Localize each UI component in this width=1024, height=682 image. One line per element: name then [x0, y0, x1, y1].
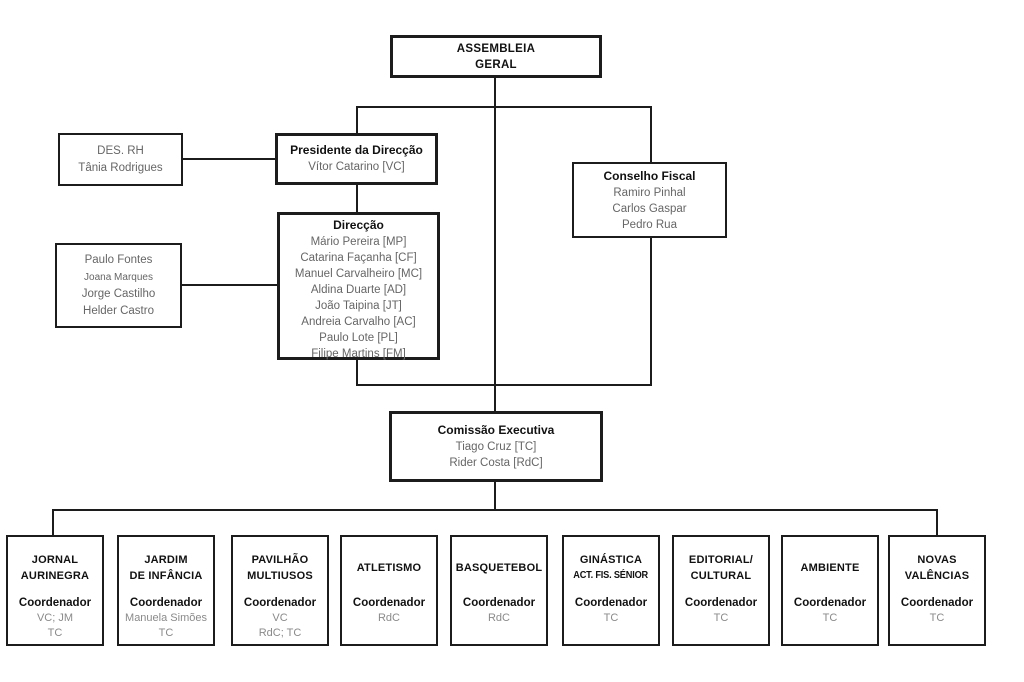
connector-line	[183, 158, 275, 160]
coordinator-name: TC	[603, 612, 619, 624]
department-title	[456, 552, 543, 584]
coordinator-name: TC	[713, 612, 729, 624]
member-name: Ramiro Pinhal	[613, 186, 686, 199]
connector-line	[650, 237, 652, 386]
department-title	[21, 552, 89, 584]
member-name: Pedro Rua	[622, 218, 677, 231]
connector-line	[494, 106, 496, 412]
department-title	[247, 552, 313, 584]
department-box	[231, 535, 329, 646]
department-box	[888, 535, 986, 646]
department-title-line: JARDIM	[144, 554, 188, 566]
coordinator-name: RdC; TC	[258, 627, 302, 639]
connector-line	[356, 184, 358, 213]
department-box	[6, 535, 104, 646]
department-title-line: ATLETISMO	[356, 562, 422, 574]
member-name: Aldina Duarte [AD]	[310, 284, 407, 296]
department-box	[562, 535, 660, 646]
department-title-line: AURINEGRA	[20, 570, 90, 582]
member-name: Helder Castro	[83, 304, 154, 317]
connector-line	[356, 106, 358, 134]
department-title-line: BASQUETEBOL	[455, 562, 543, 574]
member-name: Paulo Fontes	[84, 253, 153, 266]
presidente-box	[275, 133, 438, 185]
member-name: Manuel Carvalheiro [MC]	[294, 268, 423, 280]
member-name: Rider Costa [RdC]	[449, 457, 543, 469]
des-rh-box	[58, 133, 183, 186]
department-title-line: PAVILHÃO	[251, 554, 309, 566]
connector-line	[494, 481, 496, 511]
coordinator-name: RdC	[487, 612, 510, 624]
direccao-box	[277, 212, 440, 360]
department-title	[689, 552, 753, 584]
department-box	[340, 535, 438, 646]
connector-line	[936, 509, 938, 537]
member-name: João Taipina [JT]	[315, 300, 402, 312]
coordinator-name: TC	[47, 627, 63, 639]
title-line: GERAL	[475, 58, 517, 71]
department-title	[570, 552, 651, 584]
coordinator-label: Coordenador	[129, 597, 203, 609]
coordinator-label: Coordenador	[793, 597, 867, 609]
member-name: Joana Marques	[84, 271, 153, 283]
title-line: ASSEMBLEIA	[456, 42, 536, 55]
member-name: Tiago Cruz [TC]	[455, 441, 537, 453]
member-name: Mário Pereira [MP]	[310, 236, 407, 248]
member-name: Jorge Castilho	[81, 287, 156, 300]
member-name: DES. RH	[97, 144, 144, 157]
department-title	[129, 552, 202, 584]
member-list	[449, 439, 542, 471]
coordinator-name: VC	[272, 612, 288, 624]
coordinator-name: VC; JM	[36, 612, 74, 624]
coordinator-label: Coordenador	[462, 597, 536, 609]
comissao-executiva-box	[389, 411, 603, 482]
box-title	[457, 41, 535, 73]
coordinator-label: Coordenador	[684, 597, 758, 609]
department-title	[800, 552, 859, 584]
member-name: Tânia Rodrigues	[78, 161, 163, 174]
department-title	[357, 552, 422, 584]
conselho-fiscal-box	[572, 162, 727, 238]
member-name: Vítor Catarino [VC]	[308, 161, 405, 173]
coordinator-label: Coordenador	[243, 597, 317, 609]
connector-line	[494, 78, 496, 108]
connector-line	[356, 106, 652, 108]
connector-line	[356, 384, 652, 386]
department-box	[672, 535, 770, 646]
box-title: Presidente da Direcção	[290, 143, 423, 157]
department-title-line: EDITORIAL/	[688, 554, 754, 566]
department-box	[450, 535, 548, 646]
coordinator-label: Coordenador	[18, 597, 92, 609]
department-box	[117, 535, 215, 646]
member-name: Paulo Lote [PL]	[319, 332, 398, 344]
support-group-box	[55, 243, 182, 328]
department-title	[905, 552, 970, 584]
department-box	[781, 535, 879, 646]
coordinator-name: RdC	[377, 612, 400, 624]
coordinator-label: Coordenador	[352, 597, 426, 609]
connector-line	[650, 106, 652, 163]
coordinator-label: Coordenador	[574, 597, 648, 609]
coordinator-name: TC	[822, 612, 838, 624]
connector-line	[52, 509, 54, 537]
connector-line	[182, 284, 277, 286]
member-name: Filipe Martins [FM]	[311, 348, 406, 360]
coordinator-label: Coordenador	[900, 597, 974, 609]
department-title-line: GINÁSTICA	[579, 554, 643, 566]
department-title-line: VALÊNCIAS	[904, 570, 970, 582]
department-title-line: DE INFÂNCIA	[129, 570, 203, 582]
member-list	[295, 234, 422, 362]
box-title: Comissão Executiva	[437, 423, 555, 437]
department-title-line: ACT. FIS. SÉNIOR	[573, 570, 649, 581]
department-title-line: AMBIENTE	[800, 562, 860, 574]
box-title: Conselho Fiscal	[603, 168, 696, 183]
coordinator-name: TC	[158, 627, 174, 639]
member-list	[612, 185, 686, 233]
assembleia-geral-box	[390, 35, 602, 78]
member-name: Carlos Gaspar	[612, 202, 687, 215]
member-list	[308, 159, 405, 176]
department-title-line: CULTURAL	[690, 570, 752, 582]
coordinator-name: TC	[929, 612, 945, 624]
department-title-line: MULTIUSOS	[247, 570, 313, 582]
connector-line	[356, 359, 358, 386]
member-name: Andreia Carvalho [AC]	[301, 316, 416, 328]
connector-line	[52, 509, 938, 511]
department-title-line: JORNAL	[31, 554, 79, 566]
coordinator-name: Manuela Simões	[125, 612, 207, 624]
department-title-line: NOVAS	[917, 554, 957, 566]
member-name: Catarina Façanha [CF]	[300, 252, 417, 264]
box-title: Direcção	[333, 218, 384, 232]
